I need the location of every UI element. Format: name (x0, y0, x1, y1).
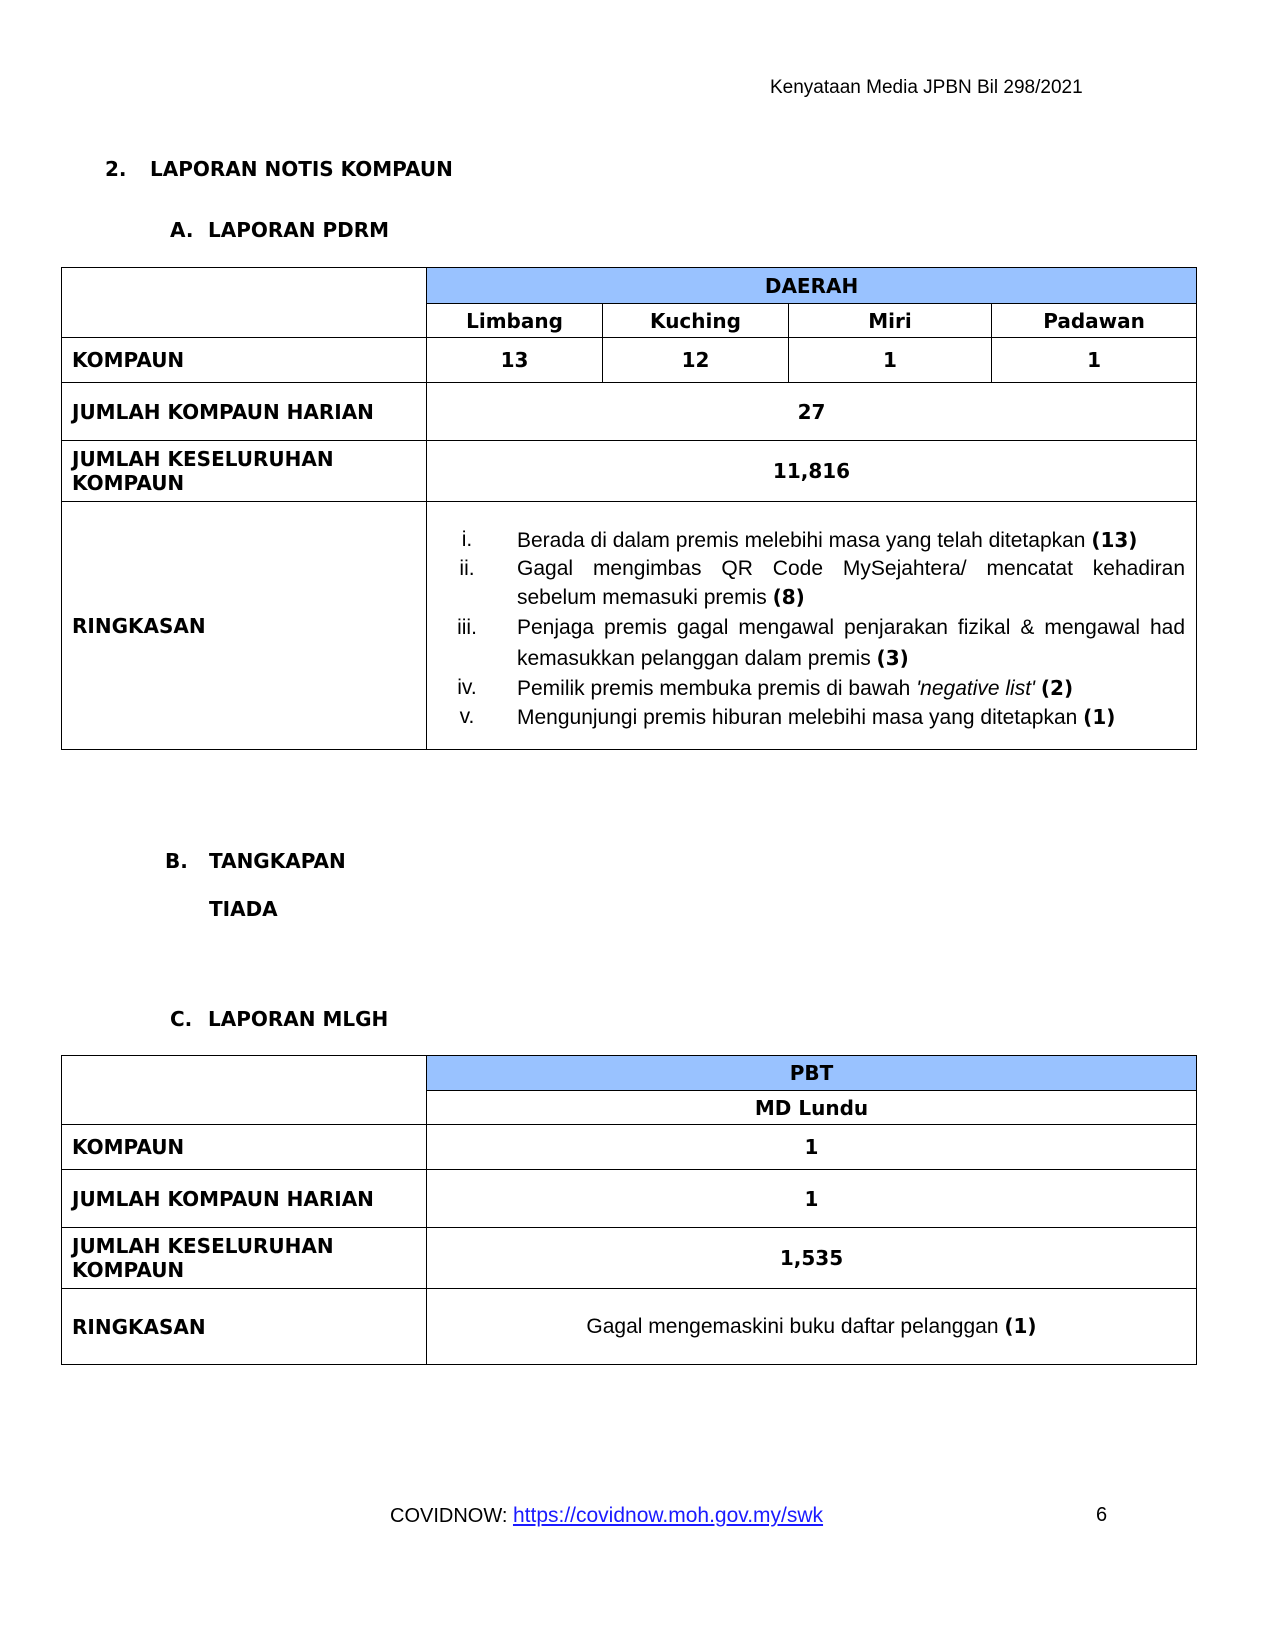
mlgh-keseluruhan-value: 1,535 (427, 1228, 1197, 1289)
mlgh-heading (170, 1007, 388, 1031)
district-header-miri: Miri (789, 304, 992, 338)
pdrm-heading (170, 218, 389, 242)
mlgh-ringkasan-label: RINGKASAN (62, 1289, 427, 1365)
mlgh-keseluruhan-label-line2: KOMPAUN (72, 1258, 185, 1282)
pdrm-heading-text: LAPORAN PDRM (208, 218, 390, 242)
mlgh-letter: C. (170, 1007, 193, 1031)
pdrm-kompaun-label: KOMPAUN (62, 338, 427, 383)
pdrm-table (61, 267, 1197, 750)
list-item-count: (2) (1040, 675, 1074, 700)
section-title (105, 157, 453, 181)
mlgh-pbt-header: PBT (427, 1056, 1197, 1091)
list-item-text: Gagal mengimbas QR Code MySejahtera/ mencatat kehadiran sebelum memasuki premis (8) (517, 556, 1186, 609)
document-reference: Kenyataan Media JPBN Bil 298/2021 (770, 77, 1083, 98)
mlgh-heading-text: LAPORAN MLGH (208, 1007, 389, 1031)
list-item-numeral: iii. (457, 615, 477, 639)
mlgh-kompaun-label: KOMPAUN (62, 1125, 427, 1170)
mlgh-keseluruhan-label-line1: JUMLAH KESELURUHAN (72, 1234, 334, 1258)
list-item-count: (13) (1091, 527, 1138, 552)
list-item (427, 674, 1185, 703)
covidnow-link[interactable]: https://covidnow.moh.gov.my/swk (512, 1504, 824, 1527)
kompaun-kuching: 12 (603, 338, 789, 383)
pdrm-daerah-header: DAERAH (427, 268, 1197, 304)
pdrm-ringkasan-list (427, 526, 1185, 732)
pdrm-keseluruhan-label-line1: JUMLAH KESELURUHAN (72, 447, 334, 471)
list-item (427, 555, 1185, 612)
footer-label: COVIDNOW: (390, 1505, 513, 1527)
list-item (427, 612, 1185, 674)
district-header-limbang: Limbang (427, 304, 603, 338)
district-header-kuching: Kuching (603, 304, 789, 338)
list-item-numeral: i. (461, 527, 473, 551)
page-number: 6 (1096, 1504, 1108, 1526)
list-item-text: Mengunjungi premis hiburan melebihi masa yang ditetapkan (1) (517, 704, 1116, 729)
kompaun-limbang: 13 (427, 338, 603, 383)
tangkapan-value: TIADA (209, 897, 278, 921)
tangkapan-letter: B. (165, 849, 188, 873)
district-header-padawan: Padawan (992, 304, 1197, 338)
list-item-text: Pemilik premis membuka premis di bawah 'negative list' (2) (517, 675, 1074, 700)
list-item-count: (8) (772, 584, 805, 609)
mlgh-pbt-name: MD Lundu (427, 1091, 1197, 1125)
pdrm-harian-label: JUMLAH KOMPAUN HARIAN (62, 383, 427, 441)
tangkapan-heading (165, 849, 346, 873)
list-item-text: Penjaga premis gagal mengawal penjarakan fizikal & mengawal had kemasukkan pelanggan dalam premis (3) (517, 615, 1186, 670)
pdrm-keseluruhan-value: 11,816 (427, 441, 1197, 502)
list-item (427, 526, 1185, 555)
footer (390, 1504, 823, 1528)
list-item-italic: 'negative list' (916, 676, 1036, 700)
mlgh-keseluruhan-label (62, 1228, 427, 1289)
section-title-text: LAPORAN NOTIS KOMPAUN (150, 157, 453, 181)
section-number: 2. (105, 157, 127, 181)
list-item (427, 703, 1185, 732)
list-item-count: (1) (1083, 704, 1116, 729)
mlgh-kompaun-value: 1 (427, 1125, 1197, 1170)
pdrm-harian-value: 27 (427, 383, 1197, 441)
mlgh-corner-cell (62, 1056, 427, 1125)
list-item-numeral: v. (459, 704, 475, 728)
pdrm-letter: A. (170, 218, 194, 242)
mlgh-harian-label: JUMLAH KOMPAUN HARIAN (62, 1170, 427, 1228)
list-item-count: (3) (876, 645, 909, 670)
mlgh-ringkasan-count: (1) (1004, 1314, 1037, 1338)
mlgh-harian-value: 1 (427, 1170, 1197, 1228)
pdrm-corner-cell (62, 268, 427, 338)
mlgh-ringkasan-value: Gagal mengemaskini buku daftar pelanggan (1) (427, 1289, 1197, 1365)
list-item-numeral: ii. (459, 556, 475, 580)
mlgh-table (61, 1055, 1197, 1365)
tangkapan-heading-text: TANGKAPAN (209, 849, 346, 873)
kompaun-miri: 1 (789, 338, 992, 383)
pdrm-ringkasan-cell (427, 502, 1197, 750)
pdrm-keseluruhan-label (62, 441, 427, 502)
pdrm-ringkasan-label: RINGKASAN (62, 502, 427, 750)
list-item-text: Berada di dalam premis melebihi masa yang telah ditetapkan (13) (517, 527, 1138, 552)
list-item-numeral: iv. (457, 675, 477, 699)
pdrm-keseluruhan-label-line2: KOMPAUN (72, 471, 185, 495)
kompaun-padawan: 1 (992, 338, 1197, 383)
